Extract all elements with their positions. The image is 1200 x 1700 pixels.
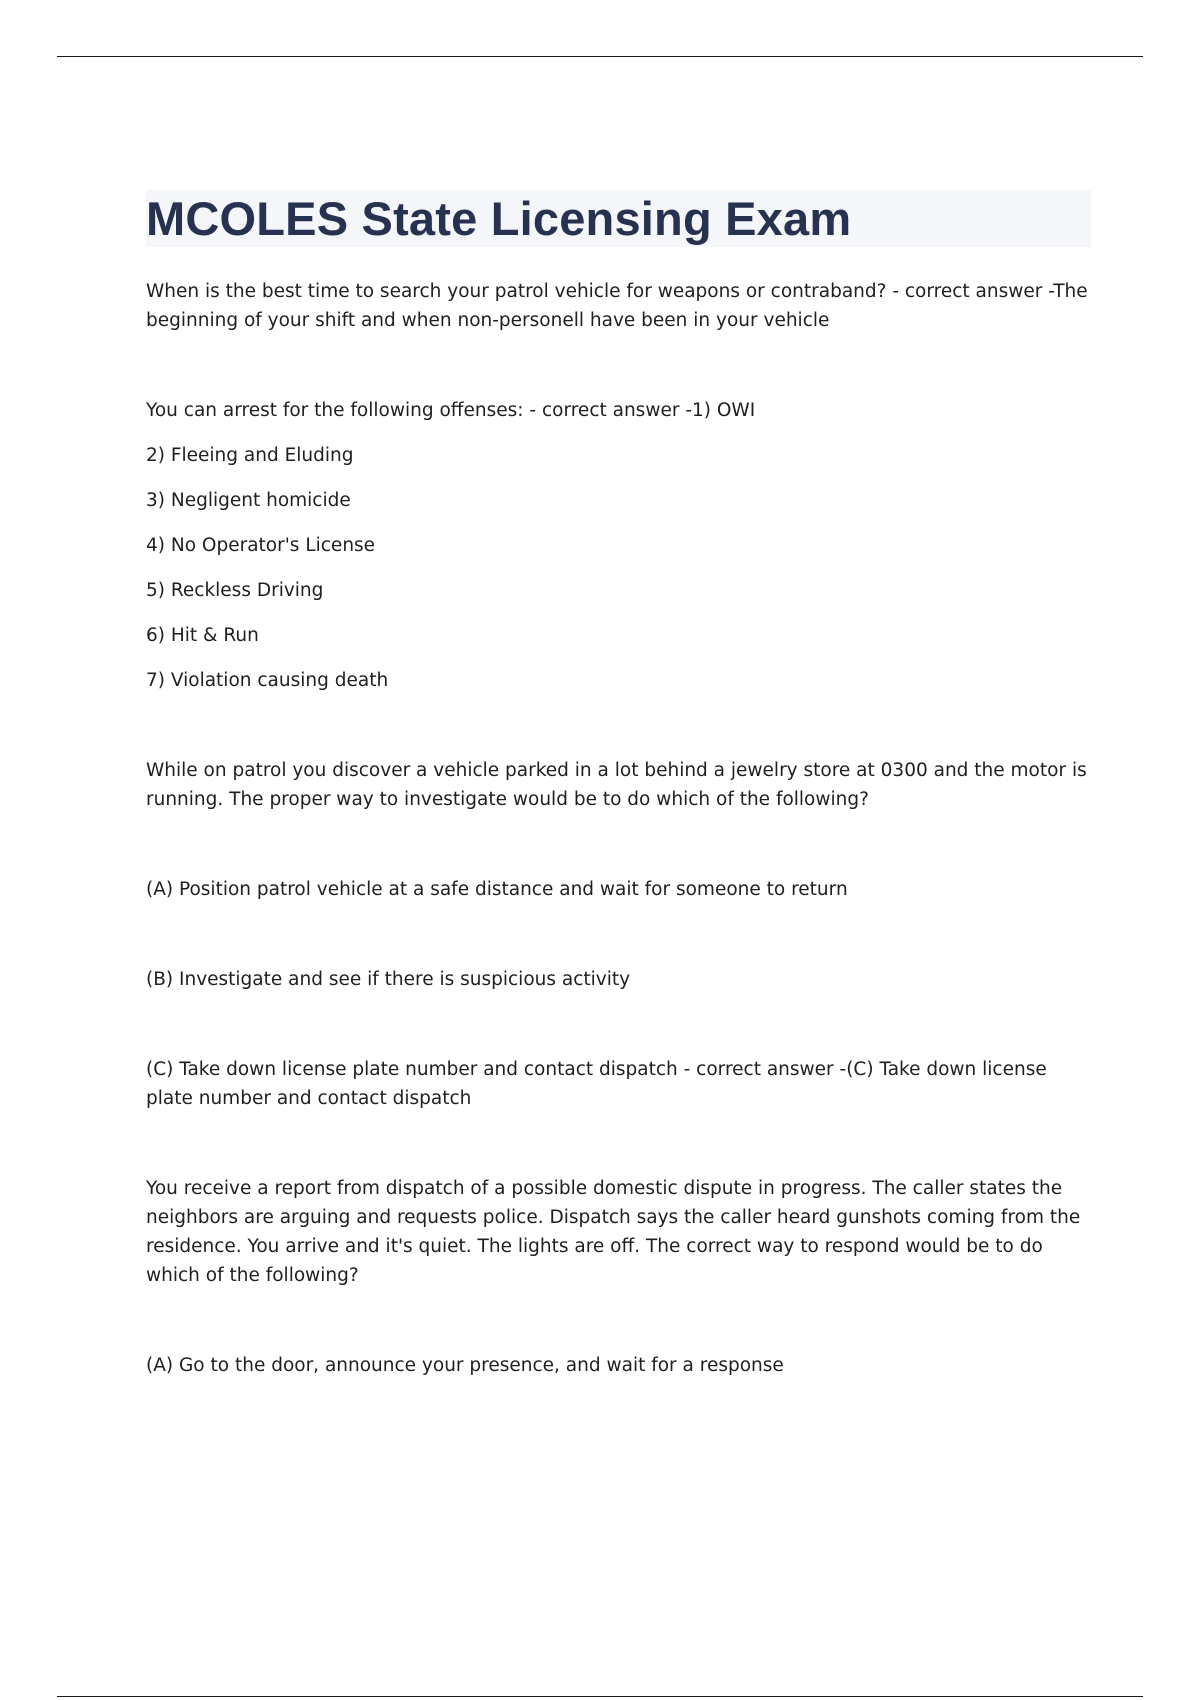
list-item: 6) Hit & Run xyxy=(146,625,259,646)
question-paragraph: You receive a report from dispatch of a possible domestic dispute in progress. The caller states the neighbors are arguing and requests police. Dispatch says the caller heard gunshots coming from the residence. You arrive and it's quiet. The lights are off. The correct way to respond would be to do which of the following? xyxy=(146,1178,1081,1286)
bottom-rule xyxy=(57,1696,1143,1697)
answer-option: (C) Take down license plate number and contact dispatch - correct answer -(C) Take down license plate number and contact dispatch xyxy=(146,1059,1047,1109)
question-paragraph: You can arrest for the following offenses: - correct answer -1) OWI xyxy=(146,400,756,421)
list-item: 2) Fleeing and Eluding xyxy=(146,445,354,466)
list-item: 7) Violation causing death xyxy=(146,670,389,691)
answer-option: (A) Position patrol vehicle at a safe distance and wait for someone to return xyxy=(146,879,848,900)
document-body xyxy=(146,190,1091,1380)
title-band xyxy=(146,190,1091,247)
answer-option: (A) Go to the door, announce your presence, and wait for a response xyxy=(146,1355,784,1376)
question-paragraph: When is the best time to search your patrol vehicle for weapons or contraband? - correct answer -The beginning of your shift and when non-personell have been in your vehicle xyxy=(146,281,1088,331)
list-item: 4) No Operator's License xyxy=(146,535,376,556)
top-rule xyxy=(57,56,1143,57)
list-item: 3) Negligent homicide xyxy=(146,490,351,511)
question-paragraph: While on patrol you discover a vehicle parked in a lot behind a jewelry store at 0300 and the motor is running. The proper way to investigate would be to do which of the following? xyxy=(146,760,1087,810)
list-item: 5) Reckless Driving xyxy=(146,580,324,601)
answer-option: (B) Investigate and see if there is suspicious activity xyxy=(146,969,631,990)
document-title: MCOLES State Licensing Exam xyxy=(146,192,852,245)
